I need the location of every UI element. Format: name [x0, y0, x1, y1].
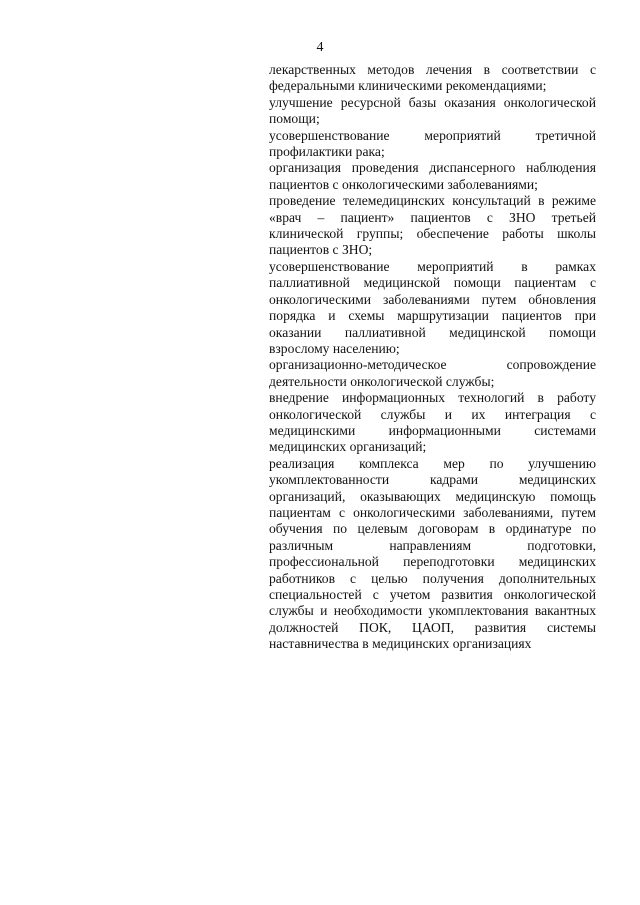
list-item: внедрение информационных технологий в работу онкологической службы и их интеграция с медицинскими информационными системами медицинских организаций;	[269, 390, 596, 455]
list-item: организационно-методическое сопровождение деятельности онкологической службы;	[269, 357, 596, 389]
page-number: 4	[316, 40, 324, 55]
list-item: усовершенствование мероприятий в рамках паллиативной медицинской помощи пациентам с онкологическими заболеваниями путем обновления порядка и схемы маршрутизации пациентов при оказании паллиативной медицинской помощи взрослому населению;	[269, 258, 596, 356]
list-item: улучшение ресурсной базы оказания онкологической помощи;	[269, 94, 596, 127]
list-item: проведение телемедицинских консультаций в режиме «врач – пациент» пациентов с ЗНО третьей клинической группы; обеспечение работы школы пациентов с ЗНО;	[269, 193, 596, 258]
list-item: организация проведения диспансерного наблюдения пациентов с онкологическими заболеваниями;	[269, 160, 596, 192]
list-item: лекарственных методов лечения в соответствии с федеральными клиническими рекомендациями;	[269, 62, 596, 94]
list-item: реализация комплекса мер по улучшению укомплектованности кадрами медицинских организаций, оказывающих медицинскую помощь пациентам с онкологическими заболеваниями, путем обучения по целевым договорам в ординатуре по различным направлениям подготовки, профессиональной переподготовки медицинских работников с целью получения дополнительных специальностей с учетом развития онкологической службы и необходимости укомплектования вакантных должностей ПОК, ЦАОП, развития системы наставничества в медицинских организациях	[269, 455, 596, 652]
list-item: усовершенствование мероприятий третичной профилактики рака;	[269, 127, 596, 160]
body-text	[269, 62, 596, 653]
